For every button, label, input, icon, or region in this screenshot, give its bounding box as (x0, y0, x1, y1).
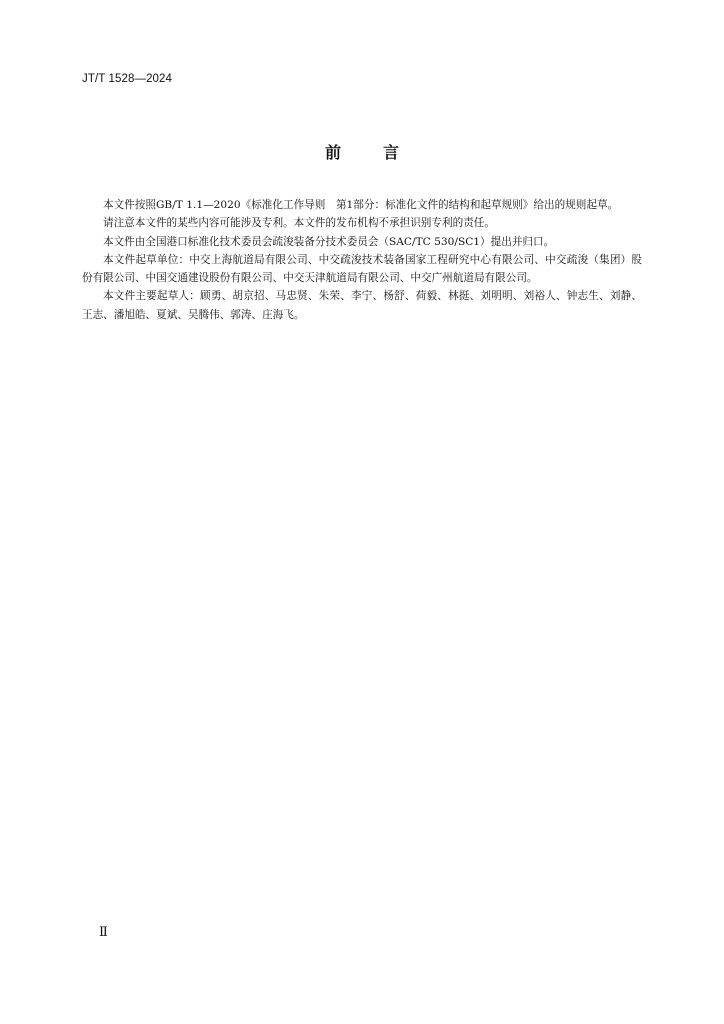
document-code: JT/T 1528—2024 (82, 73, 173, 85)
page-number: Ⅱ (99, 924, 108, 939)
foreword-body (82, 196, 642, 324)
paragraph-drafting-units: 本文件起草单位：中交上海航道局有限公司、中交疏浚技术装备国家工程研究中心有限公司、中交疏浚（集团）股份有限公司、中国交通建设股份有限公司、中交天津航道局有限公司、中交广州航道局有限公司。 (82, 253, 642, 285)
paragraph-drafters: 本文件主要起草人：顾勇、胡京招、马忠贤、朱荣、李宁、杨舒、荷毅、林挺、刘明明、刘裕人、钟志生、刘静、王志、潘旭皓、夏斌、吴腾伟、郭涛、庄海飞。 (82, 290, 642, 321)
paragraph-patent-notice: 请注意本文件的某些内容可能涉及专利。本文件的发布机构不承担识别专利的责任。 (103, 217, 495, 230)
section-title (0, 140, 724, 163)
section-title-char-2: 言 (383, 143, 400, 162)
paragraph-proposer: 本文件由全国港口标准化技术委员会疏浚装备分技术委员会（SAC/TC 530/SC1）提出并归口。 (103, 235, 555, 248)
paragraph-drafting-rules: 本文件按照GB/T 1.1—2020《标准化工作导则 第1部分：标准化文件的结构和起草规则》给出的规则起草。 (103, 199, 619, 211)
section-title-char-1: 前 (324, 143, 341, 162)
